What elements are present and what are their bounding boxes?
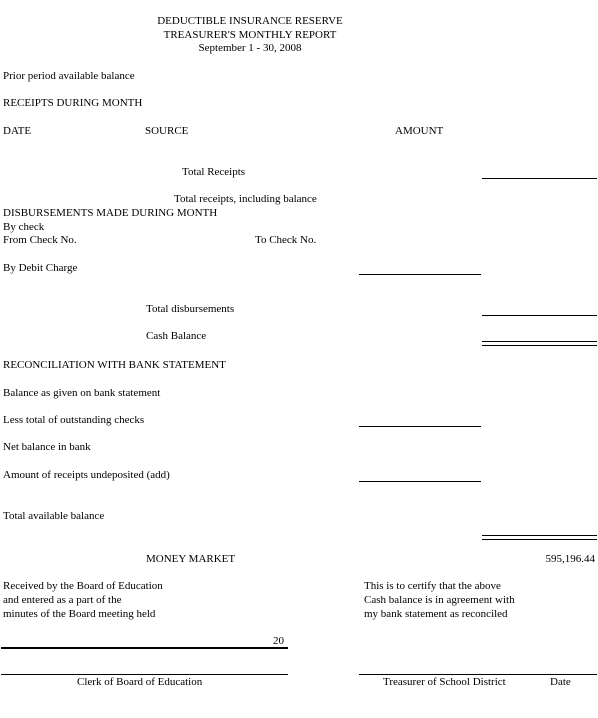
cash-balance-double-line bbox=[482, 341, 597, 346]
from-check-label: From Check No. bbox=[3, 234, 77, 246]
debit-charge-line bbox=[359, 274, 481, 275]
certify-text-line2: Cash balance is in agreement with bbox=[364, 594, 515, 606]
outstanding-checks-label: Less total of outstanding checks bbox=[3, 414, 145, 426]
meeting-year-prefix: 20 bbox=[273, 635, 284, 647]
net-balance-label: Net balance in bank bbox=[3, 441, 91, 453]
undeposited-receipts-line bbox=[359, 481, 481, 482]
outstanding-checks-line bbox=[359, 426, 481, 427]
total-receipts-line bbox=[482, 178, 597, 179]
treasurer-signature-label: Treasurer of School District bbox=[383, 676, 506, 688]
money-market-amount: 595,196.44 bbox=[545, 553, 595, 565]
certify-text-line3: my bank statement as reconciled bbox=[364, 608, 508, 620]
column-header-amount: AMOUNT bbox=[395, 125, 444, 137]
clerk-signature-line bbox=[1, 674, 288, 675]
undeposited-receipts-label: Amount of receipts undeposited (add) bbox=[3, 469, 170, 481]
report-subtitle: TREASURER'S MONTHLY REPORT bbox=[163, 29, 337, 41]
total-disbursements-label: Total disbursements bbox=[146, 303, 235, 315]
reconciliation-heading: RECONCILIATION WITH BANK STATEMENT bbox=[3, 359, 226, 371]
cash-balance-label: Cash Balance bbox=[146, 330, 207, 342]
board-text-line2: and entered as a part of the bbox=[3, 594, 122, 606]
prior-balance-label: Prior period available balance bbox=[3, 70, 135, 82]
clerk-signature-label: Clerk of Board of Education bbox=[77, 676, 203, 688]
total-receipts-label: Total Receipts bbox=[182, 166, 246, 178]
board-text-line1: Received by the Board of Education bbox=[3, 580, 163, 592]
bank-balance-label: Balance as given on bank statement bbox=[3, 387, 161, 399]
report-period: September 1 - 30, 2008 bbox=[198, 42, 302, 54]
column-header-date: DATE bbox=[3, 125, 32, 137]
certify-text-line1: This is to certify that the above bbox=[364, 580, 501, 592]
total-available-balance-label: Total available balance bbox=[3, 510, 105, 522]
signature-date-label: Date bbox=[550, 676, 571, 688]
by-debit-charge-label: By Debit Charge bbox=[3, 262, 78, 274]
board-text-line3: minutes of the Board meeting held bbox=[3, 608, 156, 620]
disbursements-heading: DISBURSEMENTS MADE DURING MONTH bbox=[3, 207, 218, 219]
to-check-label: To Check No. bbox=[255, 234, 317, 246]
total-disbursements-line bbox=[482, 315, 597, 316]
report-title: DEDUCTIBLE INSURANCE RESERVE bbox=[157, 15, 343, 27]
receipts-heading: RECEIPTS DURING MONTH bbox=[3, 97, 143, 109]
total-available-double-line bbox=[482, 535, 597, 540]
by-check-label: By check bbox=[3, 221, 45, 233]
column-header-source: SOURCE bbox=[145, 125, 189, 137]
meeting-date-line bbox=[1, 647, 288, 649]
money-market-label: MONEY MARKET bbox=[146, 553, 236, 565]
treasurer-signature-line bbox=[359, 674, 597, 675]
total-receipts-incl-balance-label: Total receipts, including balance bbox=[174, 193, 317, 205]
